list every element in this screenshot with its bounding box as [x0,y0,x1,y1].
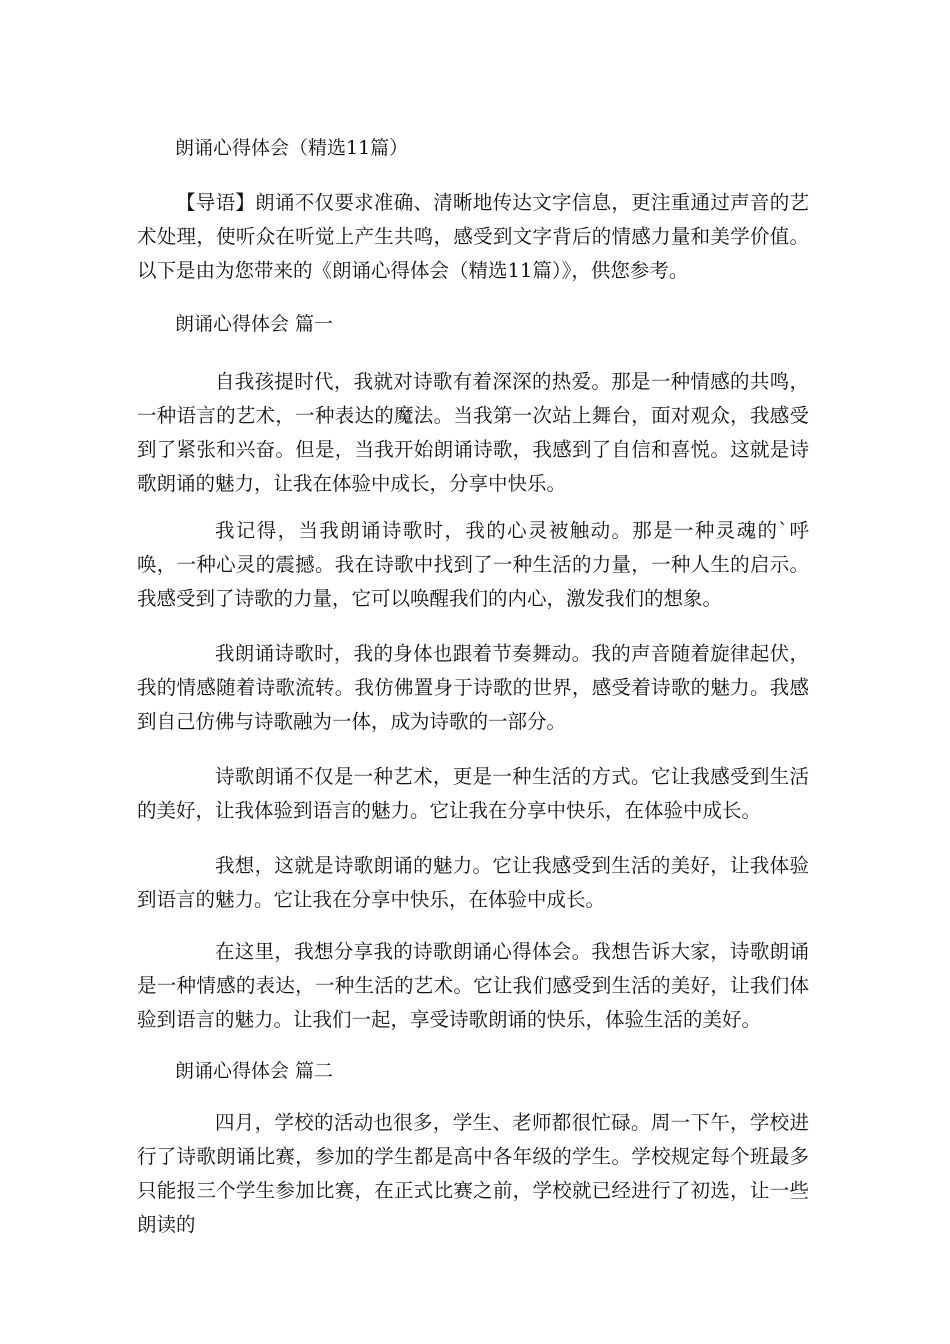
document-title: 朗诵心得体会（精选11篇） [175,137,409,159]
section-heading-2: 朗诵心得体会 篇二 [175,1060,334,1082]
section-heading-1: 朗诵心得体会 篇一 [175,313,334,335]
paragraph: 在这里，我想分享我的诗歌朗诵心得体会。我想告诉大家，诗歌朗诵是一种情感的表达，一种生活的艺术。它让我们感受到生活的美好，让我们体验到语言的魅力。让我们一起，享受诗歌朗诵的快乐，体验生活的美好。 [137,940,809,1031]
paragraph: 诗歌朗诵不仅是一种艺术，更是一种生活的方式。它让我感受到生活的美好，让我体验到语言的魅力。它让我在分享中快乐，在体验中成长。 [137,765,809,822]
paragraph: 我记得，当我朗诵诗歌时，我的心灵被触动。那是一种灵魂的`呼唤，一种心灵的震撼。我在诗歌中找到了一种生活的力量，一种人生的启示。我感受到了诗歌的力量，它可以唤醒我们的内心，激发我们的想象。 [137,519,809,610]
paragraph: 我想，这就是诗歌朗诵的魅力。它让我感受到生活的美好，让我体验到语言的魅力。它让我在分享中快乐，在体验中成长。 [137,854,809,911]
paragraph: 四月，学校的活动也很多，学生、老师都很忙碌。周一下午，学校进行了诗歌朗诵比赛，参加的学生都是高中各年级的学生。学校规定每个班最多只能报三个学生参加比赛，在正式比赛之前，学校就已经进行了初选，让一些朗读的 [137,1111,809,1236]
intro-paragraph: 【导语】朗诵不仅要求准确、清晰地传达文字信息，更注重通过声音的艺术处理，使听众在听觉上产生共鸣，感受到文字背后的情感力量和美学价值。以下是由为您带来的《朗诵心得体会（精选11篇）》，供您参考。 [137,191,809,282]
paragraph: 自我孩提时代，我就对诗歌有着深深的热爱。那是一种情感的共鸣，一种语言的艺术，一种表达的魔法。当我第一次站上舞台，面对观众，我感受到了紧张和兴奋。但是，当我开始朗诵诗歌，我感到了自信和喜悦。这就是诗歌朗诵的魅力，让我在体验中成长，分享中快乐。 [137,370,809,495]
paragraph: 我朗诵诗歌时，我的身体也跟着节奏舞动。我的声音随着旋律起伏，我的情感随着诗歌流转。我仿佛置身于诗歌的世界，感受着诗歌的魅力。我感到自己仿佛与诗歌融为一体，成为诗歌的一部分。 [137,642,809,733]
